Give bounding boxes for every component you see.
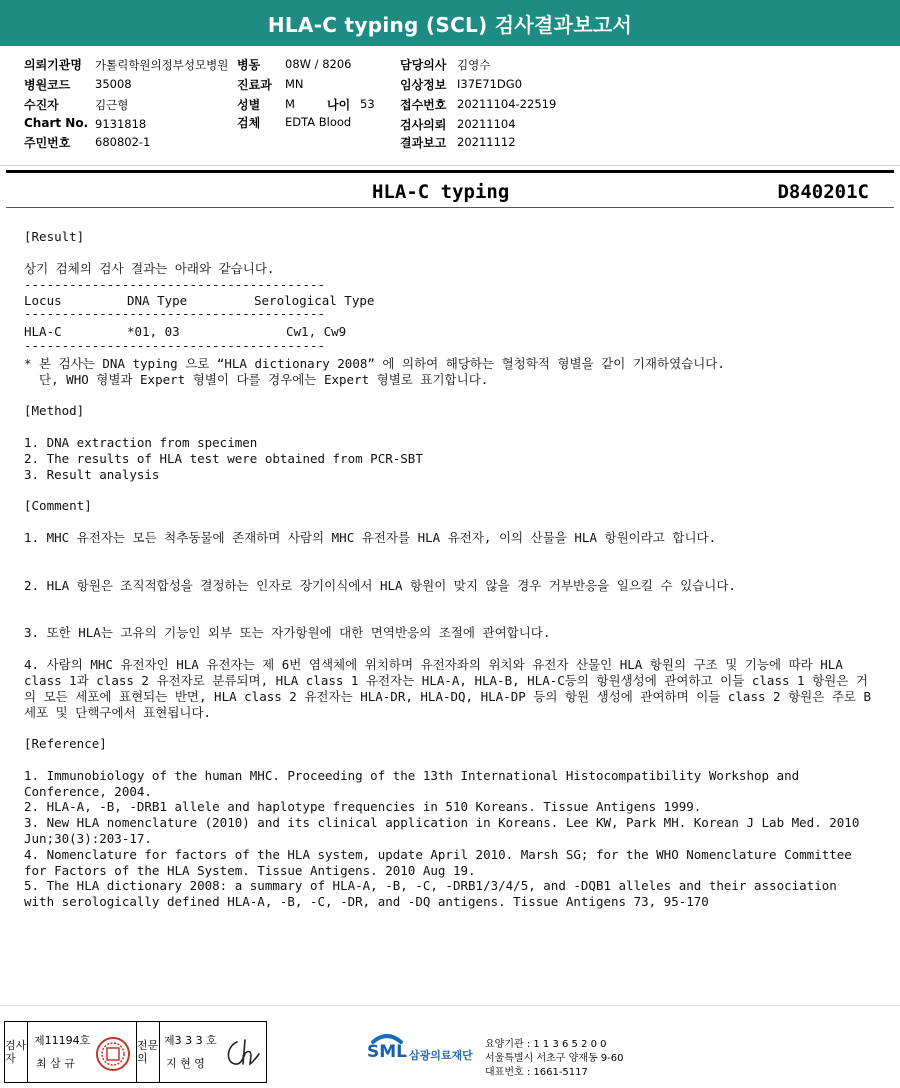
section-divider-thin xyxy=(6,207,894,208)
signature-icon xyxy=(223,1036,263,1070)
phone-number: 대표번호 : 1661-5117 xyxy=(485,1067,588,1078)
label-accession-no: 접수번호 xyxy=(400,98,447,112)
result-header: [Result] xyxy=(24,229,85,244)
label-patient: 수진자 xyxy=(24,98,59,112)
result-note-line1: * 본 검사는 DNA typing 으로 “HLA dictionary 2008” 에 의하여 해당하는 혈청학적 형별을 같이 기재하였습니다. xyxy=(24,356,725,371)
label-age: 나이 xyxy=(327,98,351,112)
row-dna-type: *01, 03 xyxy=(127,324,180,339)
label-department: 진료과 xyxy=(237,78,272,92)
method-header: [Method] xyxy=(24,403,85,418)
value-hospital-code: 35008 xyxy=(95,77,132,91)
label-request-date: 검사의뢰 xyxy=(400,118,447,132)
label-clinical-info: 임상정보 xyxy=(400,78,447,92)
reference-header: [Reference] xyxy=(24,736,107,751)
value-request-date: 20211104 xyxy=(457,117,516,131)
label-report-date: 결과보고 xyxy=(400,136,447,150)
value-age: 53 xyxy=(360,97,375,111)
col-dna-type: DNA Type xyxy=(127,293,188,308)
label-ward: 병동 xyxy=(237,58,261,72)
row-serological-type: Cw1, Cw9 xyxy=(286,324,347,339)
method-item: 1. DNA extraction from specimen xyxy=(24,435,258,450)
table-rule-top: ---------------------------------------- xyxy=(24,277,326,292)
method-item: 3. Result analysis xyxy=(24,467,160,482)
reviewer-label: 전문의 xyxy=(136,1022,160,1082)
reference-item: 2. HLA-A, -B, -DRB1 allele and haplotype frequencies in 510 Koreans. Tissue Antigens 1999. xyxy=(24,799,702,814)
value-requesting-org: 가톨릭학원의정부성모병원 xyxy=(95,58,229,72)
report-title: HLA-C typing (SCL) 검사결과보고서 xyxy=(267,12,633,37)
value-specimen: EDTA Blood xyxy=(285,115,352,129)
inspector-license: 제11194호 xyxy=(34,1034,91,1047)
label-resident-no: 주민번호 xyxy=(24,136,71,150)
label-hospital-code: 병원코드 xyxy=(24,78,71,92)
comment-item: 2. HLA 항원은 조직적합성을 결정하는 인자로 장기이식에서 HLA 항원이 맞지 않을 경우 거부반응을 일으킬 수 있습니다. xyxy=(24,578,736,593)
label-physician: 담당의사 xyxy=(400,58,447,72)
method-item: 2. The results of HLA test were obtained from PCR-SBT xyxy=(24,451,423,466)
reviewer-name: 지 현 영 xyxy=(166,1057,205,1070)
reference-item: 4. Nomenclature for factors of the HLA system, update April 2010. Marsh SG; for the WHO Nomenclature Committee for Factors of the HLA System. Tissue Antigens. 2010 Aug 19. xyxy=(24,847,852,878)
label-chart-no: Chart No. xyxy=(24,116,89,130)
inspector-name: 최 삼 규 xyxy=(36,1057,75,1070)
institution-code: 요양기관 : 1 1 3 6 5 2 0 0 xyxy=(485,1039,607,1050)
org-name: 삼광의료재단 xyxy=(409,1049,473,1062)
reference-item: 1. Immunobiology of the human MHC. Proceeding of the 13th International Histocompatibility Workshop and Conference, 2004. xyxy=(24,768,800,799)
result-intro: 상기 검체의 검사 결과는 아래와 같습니다. xyxy=(24,261,275,276)
value-report-date: 20211112 xyxy=(457,135,516,149)
value-ward: 08W / 8206 xyxy=(285,57,352,71)
row-locus: HLA-C xyxy=(24,324,62,339)
report-title-banner xyxy=(0,0,900,46)
test-name: HLA-C typing xyxy=(372,181,510,203)
value-department: MN xyxy=(285,77,304,91)
comment-item: 4. 사람의 MHC 유전자인 HLA 유전자는 제 6번 염색체에 위치하며 유전자좌의 위치와 유전자 산물인 HLA 항원의 구조 및 기능에 따라 HLA class 1과 class 2 유전자로 분류되며, HLA class 1 유전자는 HLA-A, HLA-B, HLA-C등의 항원생성에 관여하고 이들 class 1 항원은 거의 모든 세포에 표현되는 반면, HLA class 2 유전자는 HLA-DR, HLA-DQ, HLA-DP 등의 항원 생성에 관여하며 이들 class 2 항원은 주로 B세포 및 단핵구에서 표현됩니다. xyxy=(24,657,872,720)
table-rule-mid: ---------------------------------------- xyxy=(24,306,326,321)
col-locus: Locus xyxy=(24,293,62,308)
inspector-label: 검사자 xyxy=(5,1022,28,1082)
seal-stamp-icon xyxy=(95,1036,131,1072)
value-patient: 김근형 xyxy=(95,98,129,112)
address: 서울특별시 서초구 양재동 9-60 xyxy=(485,1053,624,1064)
footer-divider xyxy=(0,1005,900,1006)
col-serological-type: Serological Type xyxy=(254,293,375,308)
section-divider-thick xyxy=(6,170,894,173)
value-clinical-info: I37E71DG0 xyxy=(457,77,523,91)
value-accession-no: 20211104-22519 xyxy=(457,97,557,111)
comment-header: [Comment] xyxy=(24,498,92,513)
signature-box xyxy=(4,1021,267,1083)
label-requesting-org: 의뢰기관명 xyxy=(24,58,82,72)
reference-item: 3. New HLA nomenclature (2010) and its clinical application in Koreans. Lee KW, Park MH. Korean J Lab Med. 2010 Jun;30(3):203-17. xyxy=(24,815,860,846)
label-specimen: 검체 xyxy=(237,116,261,130)
result-note-line2: 단, WHO 형별과 Expert 형별이 다를 경우에는 Expert 형별로 표기합니다. xyxy=(24,372,489,387)
table-rule-bottom: ---------------------------------------- xyxy=(24,338,326,353)
patient-info-panel xyxy=(0,46,900,166)
reference-item: 5. The HLA dictionary 2008: a summary of HLA-A, -B, -C, -DRB1/3/4/5, and -DQB1 alleles and their association with serologically defined HLA-A, -B, -C, -DR, and -DQ antigens. Tissue Antigens 73, 95-170 xyxy=(24,878,837,909)
label-sex: 성별 xyxy=(237,98,261,112)
value-sex: M xyxy=(285,97,295,111)
test-code: D840201C xyxy=(777,181,869,203)
value-resident-no: 680802-1 xyxy=(95,135,151,149)
logo-text: SML xyxy=(367,1042,407,1062)
value-chart-no: 9131818 xyxy=(95,117,147,131)
reviewer-license: 제3 3 3 호 xyxy=(164,1034,217,1047)
comment-item: 3. 또한 HLA는 고유의 기능인 외부 또는 자가항원에 대한 면역반응의 조절에 관여합니다. xyxy=(24,625,551,640)
comment-item: 1. MHC 유전자는 모든 척추동물에 존재하며 사람의 MHC 유전자를 HLA 유전자, 이의 산물을 HLA 항원이라고 합니다. xyxy=(24,530,717,545)
value-physician: 김영수 xyxy=(457,58,491,72)
